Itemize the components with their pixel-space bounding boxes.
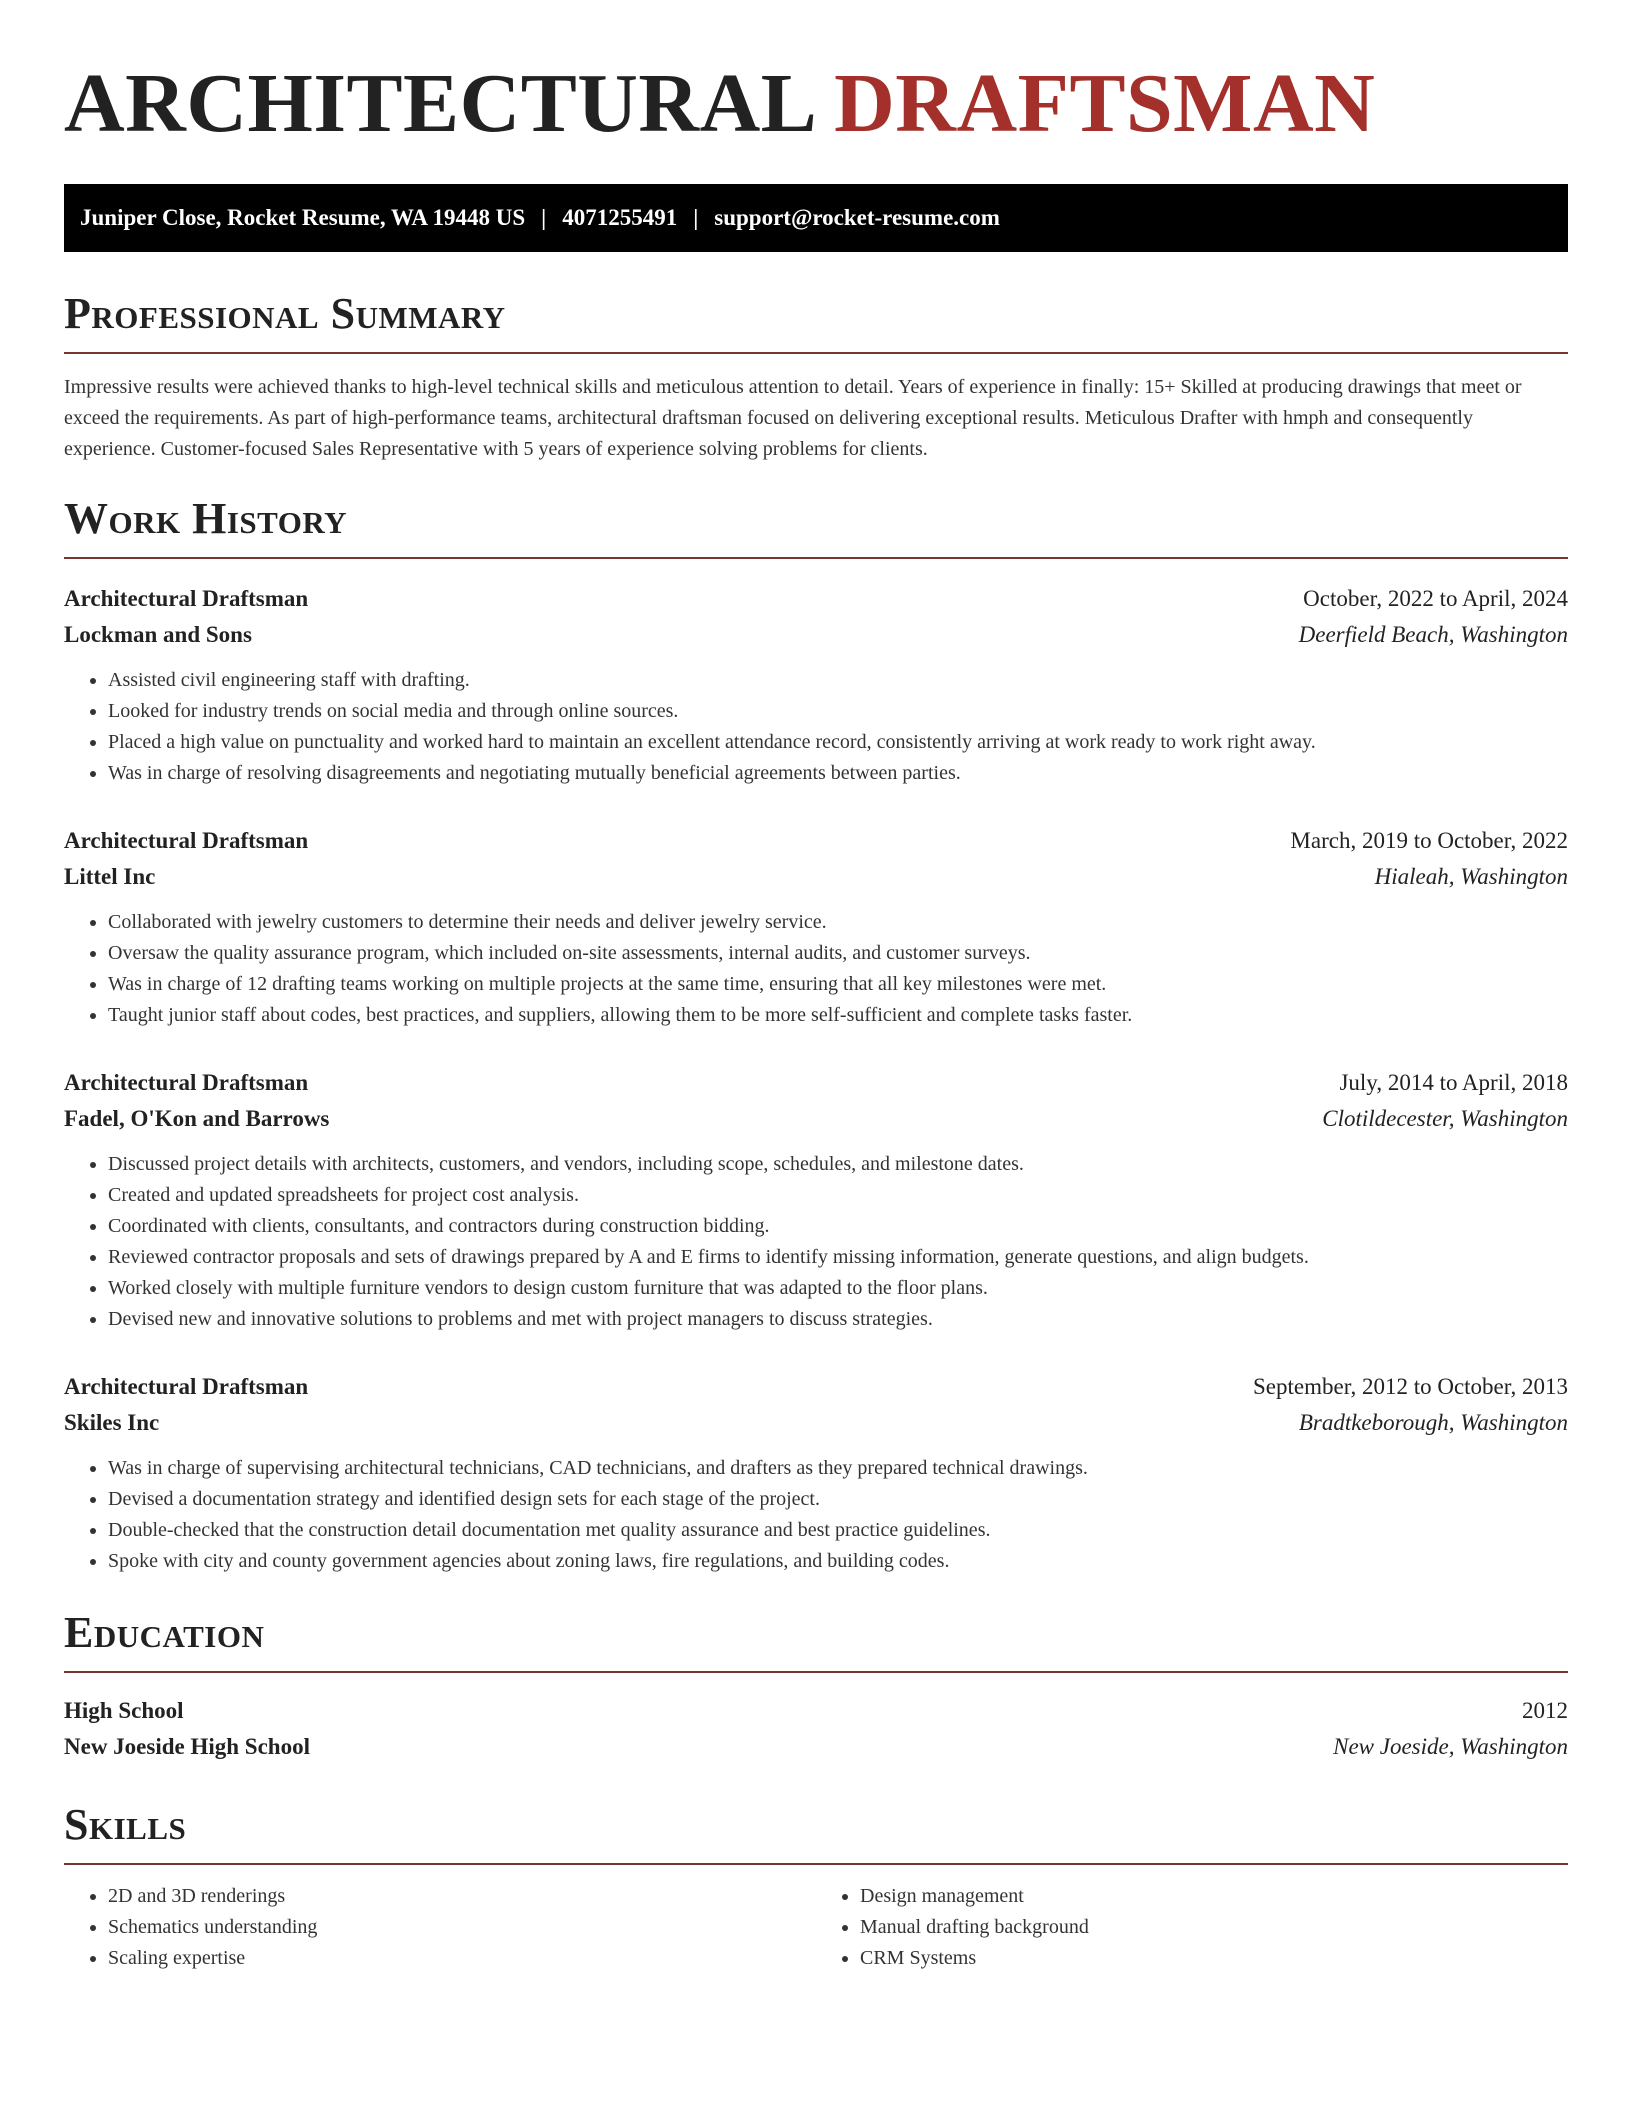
job-title: Architectural Draftsman xyxy=(64,828,309,853)
job-location: Bradtkeborough, Washington xyxy=(1298,1410,1568,1435)
job-title-row xyxy=(64,581,1568,617)
job-bullet: • Oversaw the quality assurance program, which included on-site assessments, internal audits, and customer surveys. xyxy=(108,938,1568,969)
job-dates: October, 2022 to April, 2024 xyxy=(1303,586,1568,611)
resume-title xyxy=(64,56,1568,152)
job-company: Littel Inc xyxy=(64,864,156,889)
job-entry xyxy=(64,581,1568,789)
education-degree: High School xyxy=(64,1698,184,1723)
job-bullets xyxy=(64,1149,1568,1335)
contact-separator: | xyxy=(693,205,699,230)
job-title: Architectural Draftsman xyxy=(64,1374,309,1399)
job-bullets xyxy=(64,665,1568,789)
job-company-row xyxy=(64,859,1568,895)
job-title: Architectural Draftsman xyxy=(64,1070,309,1095)
job-entry xyxy=(64,1065,1568,1335)
education-school: New Joeside High School xyxy=(64,1734,310,1759)
job-dates: September, 2012 to October, 2013 xyxy=(1253,1374,1568,1399)
skills-column-left xyxy=(64,1881,816,1974)
job-company: Skiles Inc xyxy=(64,1410,160,1435)
job-bullet: • Looked for industry trends on social media and through online sources. xyxy=(108,696,1568,727)
contact-separator: | xyxy=(541,205,547,230)
title-first-word: ARCHITECTURAL xyxy=(64,57,813,150)
job-bullet: • Reviewed contractor proposals and sets of drawings prepared by A and E firms to identify missing information, generate questions, and align budgets. xyxy=(108,1242,1568,1273)
job-dates: July, 2014 to April, 2018 xyxy=(1339,1070,1568,1095)
skill-item: • Design management xyxy=(860,1881,1568,1912)
contact-phone: 4071255491 xyxy=(562,205,678,230)
job-bullet: • Was in charge of resolving disagreements and negotiating mutually beneficial agreements between parties. xyxy=(108,758,1568,789)
job-bullet: • Was in charge of supervising architectural technicians, CAD technicians, and drafters as they prepared technical drawings. xyxy=(108,1453,1568,1484)
job-location: Hialeah, Washington xyxy=(1374,864,1568,889)
job-dates: March, 2019 to October, 2022 xyxy=(1290,828,1568,853)
skill-item: • 2D and 3D renderings xyxy=(108,1881,816,1912)
contact-bar xyxy=(64,184,1568,252)
job-title-row xyxy=(64,1369,1568,1405)
job-entry xyxy=(64,823,1568,1031)
job-location: Clotildecester, Washington xyxy=(1322,1106,1568,1131)
skill-item: • Manual drafting background xyxy=(860,1912,1568,1943)
education-school-row xyxy=(64,1729,1568,1765)
job-bullet: • Created and updated spreadsheets for project cost analysis. xyxy=(108,1180,1568,1211)
skills-column-right xyxy=(816,1881,1568,1974)
job-bullet: • Spoke with city and county government agencies about zoning laws, fire regulations, and building codes. xyxy=(108,1546,1568,1577)
section-divider xyxy=(64,1863,1568,1865)
job-bullets xyxy=(64,1453,1568,1577)
contact-email: support@rocket-resume.com xyxy=(714,205,1000,230)
section-heading-summary: Professional Summary xyxy=(64,289,506,338)
job-bullet: • Devised new and innovative solutions to problems and met with project managers to discuss strategies. xyxy=(108,1304,1568,1335)
job-bullet: • Worked closely with multiple furniture vendors to design custom furniture that was adapted to the floor plans. xyxy=(108,1273,1568,1304)
job-bullet: • Was in charge of 12 drafting teams working on multiple projects at the same time, ensuring that all key milestones were met. xyxy=(108,969,1568,1000)
job-bullet: • Assisted civil engineering staff with drafting. xyxy=(108,665,1568,696)
summary-text: Impressive results were achieved thanks to high-level technical skills and meticulous attention to detail. Years of experience in finally: 15+ Skilled at producing drawings that meet or exceed the requirements. As part of high-performance teams, architectural draftsman focused on delivering exceptional results. Meticulous Drafter with hmph and consequently experience. Customer-focused Sales Representative with 5 years of experience solving problems for clients. xyxy=(64,376,1522,460)
job-company: Fadel, O'Kon and Barrows xyxy=(64,1106,330,1131)
job-bullet: • Devised a documentation strategy and identified design sets for each stage of the project. xyxy=(108,1484,1568,1515)
job-bullets xyxy=(64,907,1568,1031)
job-location: Deerfield Beach, Washington xyxy=(1298,622,1568,647)
education-entry xyxy=(64,1693,1568,1765)
job-company-row xyxy=(64,617,1568,653)
education-degree-row xyxy=(64,1693,1568,1729)
job-bullet: • Coordinated with clients, consultants, and contractors during construction bidding. xyxy=(108,1211,1568,1242)
job-bullet: • Taught junior staff about codes, best practices, and suppliers, allowing them to be more self-sufficient and complete tasks faster. xyxy=(108,1000,1568,1031)
section-divider xyxy=(64,1671,1568,1673)
skill-item: • Schematics understanding xyxy=(108,1912,816,1943)
job-bullet: • Placed a high value on punctuality and worked hard to maintain an excellent attendance record, consistently arriving at work ready to work right away. xyxy=(108,727,1568,758)
job-title: Architectural Draftsman xyxy=(64,586,309,611)
job-title-row xyxy=(64,1065,1568,1101)
education-year: 2012 xyxy=(1522,1698,1568,1723)
education-location: New Joeside, Washington xyxy=(1333,1734,1568,1759)
job-title-row xyxy=(64,823,1568,859)
skill-item: • Scaling expertise xyxy=(108,1943,816,1974)
job-entry xyxy=(64,1369,1568,1577)
job-bullet: • Discussed project details with architects, customers, and vendors, including scope, schedules, and milestone dates. xyxy=(108,1149,1568,1180)
job-bullet: • Double-checked that the construction detail documentation met quality assurance and best practice guidelines. xyxy=(108,1515,1568,1546)
section-divider xyxy=(64,352,1568,354)
section-heading-work-history: Work History xyxy=(64,494,348,543)
section-heading-skills: Skills xyxy=(64,1800,187,1849)
title-accent-word: DRAFTSMAN xyxy=(834,57,1376,150)
skills-grid xyxy=(64,1881,1568,1974)
contact-address: Juniper Close, Rocket Resume, WA 19448 US xyxy=(80,205,526,230)
section-heading-education: Education xyxy=(64,1608,265,1657)
skill-item: • CRM Systems xyxy=(860,1943,1568,1974)
section-divider xyxy=(64,557,1568,559)
job-company-row xyxy=(64,1101,1568,1137)
job-company: Lockman and Sons xyxy=(64,622,252,647)
job-bullet: • Collaborated with jewelry customers to determine their needs and deliver jewelry service. xyxy=(108,907,1568,938)
job-company-row xyxy=(64,1405,1568,1441)
